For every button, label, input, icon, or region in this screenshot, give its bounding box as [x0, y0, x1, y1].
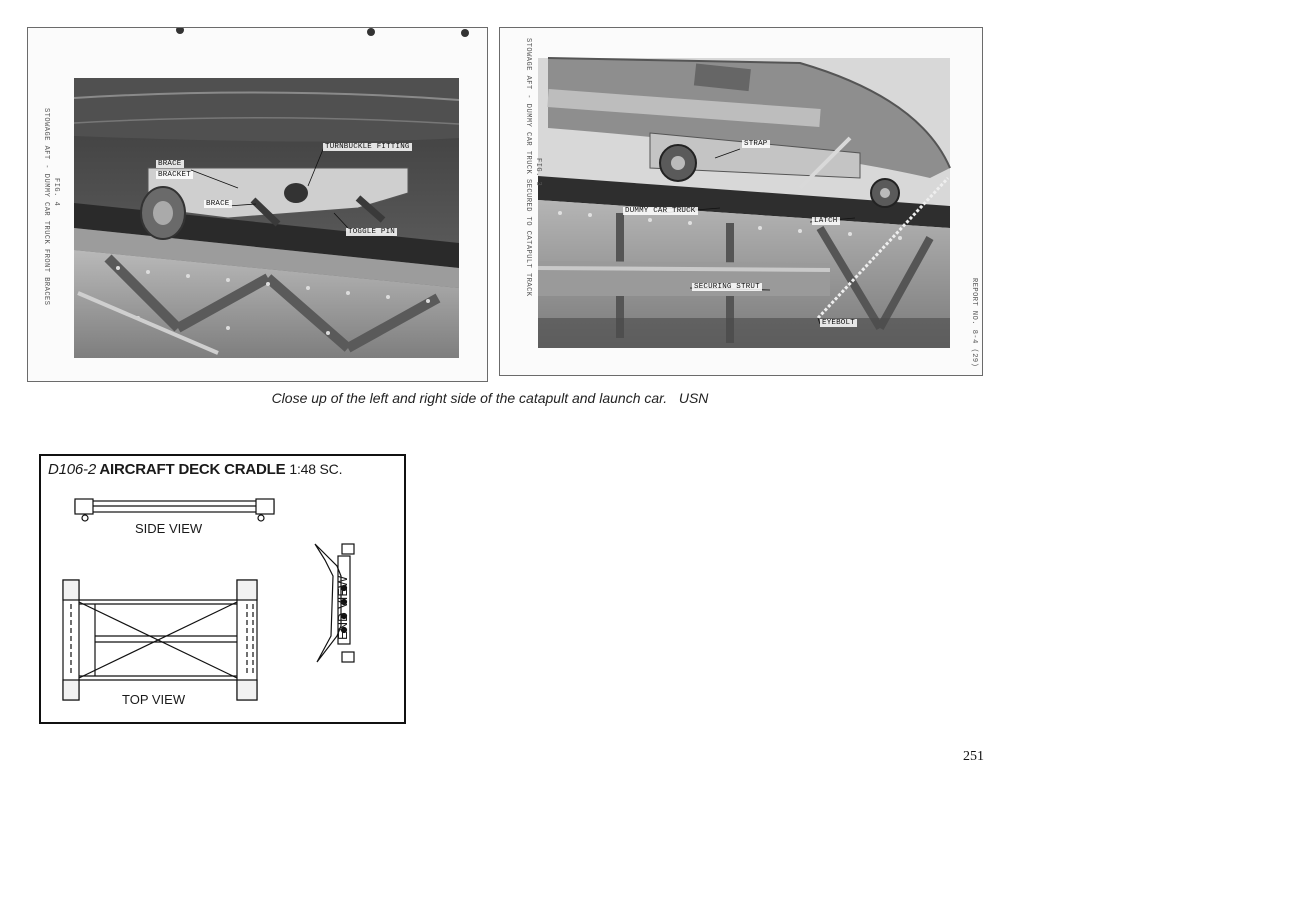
drawing-code: D106-2	[48, 461, 96, 478]
drawing-title: AIRCRAFT DECK CRADLE	[99, 461, 286, 478]
callout-bracket-label: BRACKET	[158, 171, 191, 179]
callout-dummy-car-truck: DUMMY CAR TRUCK	[625, 207, 696, 215]
photo-left-image	[28, 28, 488, 382]
top-view-label: TOP VIEW	[122, 692, 186, 707]
callout-brace: BRACE	[206, 200, 230, 208]
plate-caption-right: STOWAGE AFT - DUMMY CAR TRUCK SECURED TO CATAPULT TRACK	[524, 38, 532, 297]
callout-brace-label: BRACE	[158, 160, 182, 168]
side-view-label: SIDE VIEW	[135, 521, 203, 536]
callout-eyebolt: EYEBOLT	[822, 319, 855, 327]
photo-left-catapult	[27, 27, 488, 382]
callout-securing-strut: SECURING STRUT	[694, 283, 760, 291]
photo-right-catapult	[499, 27, 983, 376]
callout-latch: LATCH	[814, 217, 838, 225]
photo-caption: Close up of the left and right side of the catapult and launch car. USN	[271, 390, 709, 406]
callout-strap: STRAP	[744, 140, 768, 148]
page-number: 251	[963, 749, 984, 764]
figure-label-right: FIG. 3	[534, 158, 542, 187]
plate-caption-left: STOWAGE AFT - DUMMY CAR TRUCK FRONT BRACES	[42, 108, 50, 306]
figure-label-left: FIG. 4	[52, 178, 60, 207]
drawing-scale: 1:48 SC.	[289, 461, 343, 477]
end-view-label: END VIEW	[335, 575, 350, 640]
deck-cradle-drawing	[39, 454, 406, 724]
callout-turnbuckle-fitting: TURNBUCKLE FITTING	[325, 143, 410, 151]
report-label-right: REPORT NO. 8-4 (29)	[970, 278, 978, 368]
photo-right-image	[500, 28, 983, 376]
callout-toggle-pin: TOGGLE PIN	[348, 228, 396, 236]
